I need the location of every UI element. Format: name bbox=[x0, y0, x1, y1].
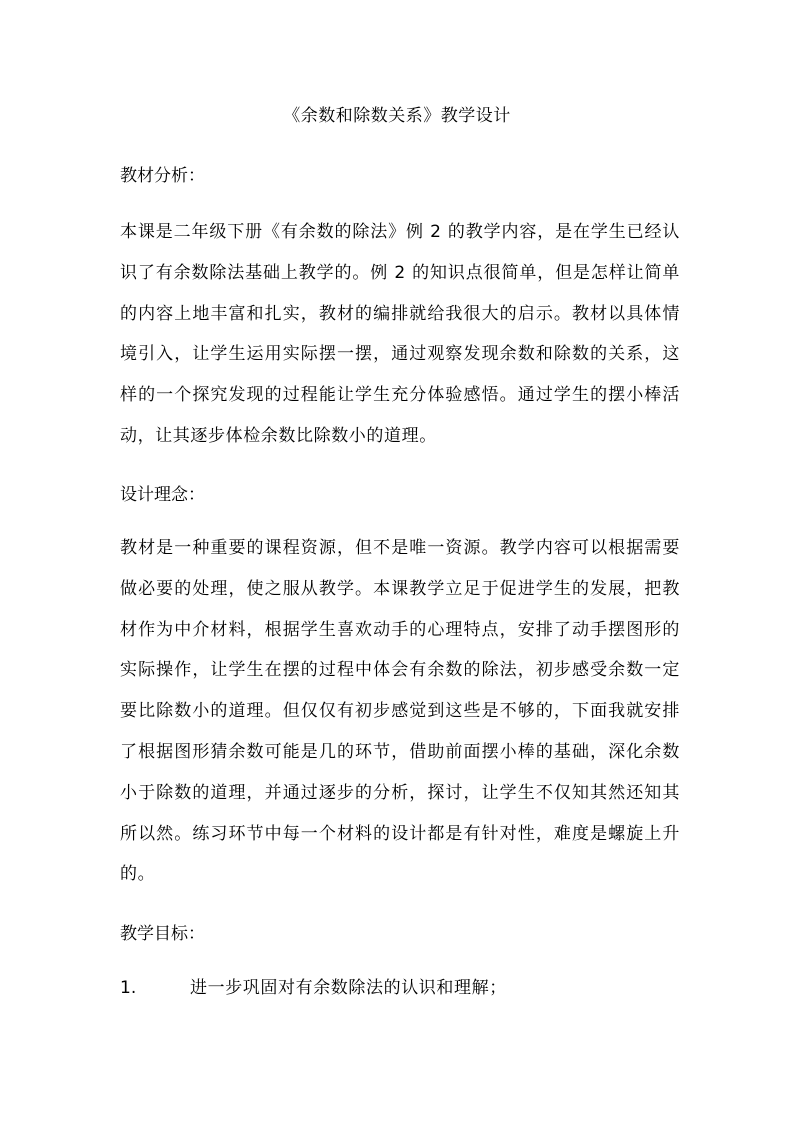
section-heading-design-concept: 设计理念： bbox=[120, 485, 205, 505]
section-paragraph-design-concept: 教材是一种重要的课程资源，但不是唯一资源。教学内容可以根据需要做必要的处理，使之服从教学。本课教学立足于促进学生的发展，把教材作为中介材料，根据学生喜欢动手的心理特点，安排了动手摆图形的实际操作，让学生在摆的过程中体会有余数的除法，初步感受余数一定要比除数小的道理。但仅仅有初步感觉到这些是不够的，下面我就安排了根据图形猜余数可能是几的环节，借助前面摆小棒的基础，深化余数小于除数的道理，并通过逐步的分析，探讨，让学生不仅知其然还知其所以然。练习环节中每一个材料的设计都是有针对性，难度是螺旋上升的。 bbox=[120, 538, 680, 885]
document-title: 《余数和除数关系》教学设计 bbox=[283, 106, 511, 126]
list-item-text: 进一步巩固对有余数除法的认识和理解； bbox=[190, 978, 507, 998]
list-item-number: 1. bbox=[120, 978, 137, 998]
section-paragraph-material-analysis: 本课是二年级下册《有余数的除法》例 2 的教学内容，是在学生已经认识了有余数除法基础上教学的。例 2 的知识点很简单，但是怎样让简单的内容上地丰富和扎实，教材的编排就给我很大的启示。教材以具体情境引入，让学生运用实际摆一摆，通过观察发现余数和除数的关系，这样的一个探究发现的过程能让学生充分体验感悟。通过学生的摆小棒活动，让其逐步体检余数比除数小的道理。 bbox=[120, 222, 680, 446]
section-heading-material-analysis: 教材分析： bbox=[120, 166, 205, 186]
section-heading-teaching-goals: 教学目标： bbox=[120, 924, 205, 944]
